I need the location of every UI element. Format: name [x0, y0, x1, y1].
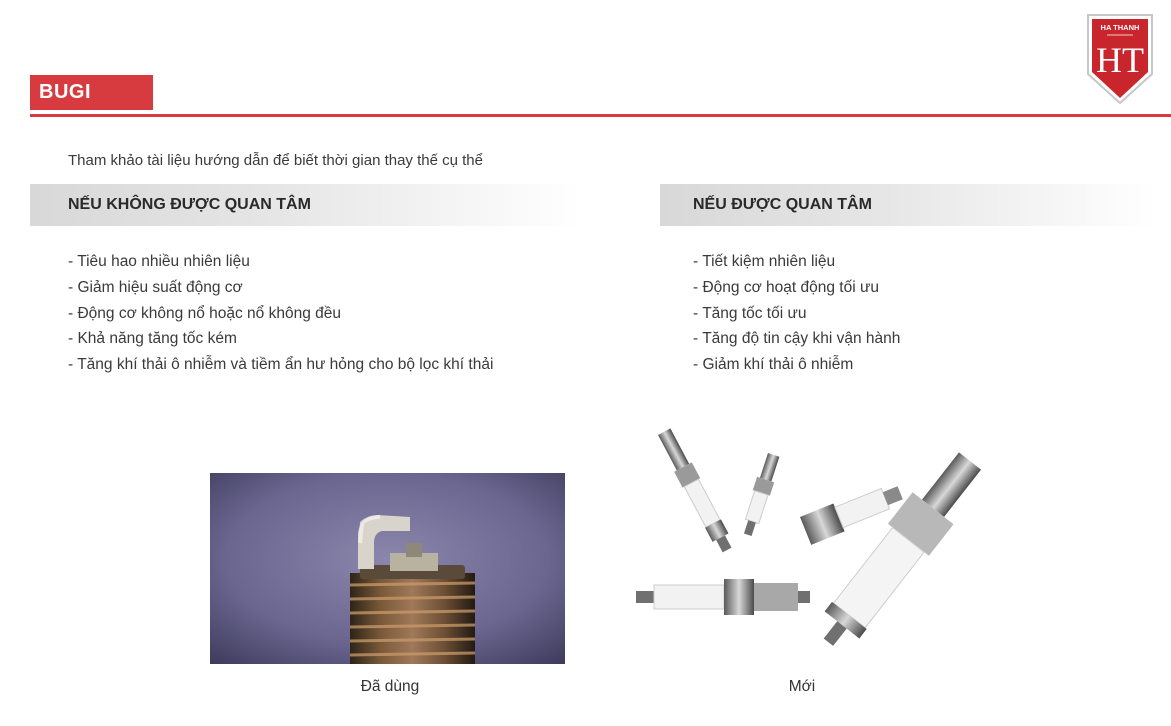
list-item: - Động cơ không nổ hoặc nổ không đều: [68, 304, 341, 322]
new-caption: Mới: [788, 678, 816, 695]
used-caption: Đã dùng: [360, 678, 420, 695]
list-item: - Giảm hiệu suất động cơ: [68, 278, 243, 296]
list-item: - Tiêu hao nhiều nhiên liệu: [68, 253, 250, 270]
list-item: - Khả năng tăng tốc kém: [68, 330, 237, 348]
used-spark-plug-image: [210, 473, 565, 664]
list-item: - Tăng khí thải ô nhiễm và tiềm ẩn hư hỏng cho bộ lọc khí thải: [68, 356, 494, 374]
list-item: - Tăng tốc tối ưu: [693, 304, 807, 322]
list-item: - Động cơ hoạt động tối ưu: [693, 278, 879, 296]
benefit-list: [693, 251, 900, 380]
page-title: BUGI: [30, 75, 153, 110]
brand-logo: [1085, 12, 1155, 106]
consequence-list: [68, 251, 493, 380]
list-item: - Tăng độ tin cậy khi vận hành: [693, 330, 901, 348]
section-heading-maintained: NẾU ĐƯỢC QUAN TÂM: [660, 184, 1155, 226]
logo-mark: HT: [1096, 40, 1144, 80]
new-spark-plugs-image: [630, 425, 1010, 670]
title-divider: [30, 114, 1171, 117]
list-item: - Tiết kiệm nhiên liệu: [693, 253, 836, 270]
section-heading-neglected: NẾU KHÔNG ĐƯỢC QUAN TÂM: [30, 184, 581, 226]
list-item: - Giảm khí thải ô nhiễm: [693, 356, 854, 374]
logo-text: HA THANH: [1100, 23, 1140, 32]
intro-text: Tham khảo tài liệu hướng dẫn để biết thời gian thay thế cụ thể: [68, 152, 483, 169]
